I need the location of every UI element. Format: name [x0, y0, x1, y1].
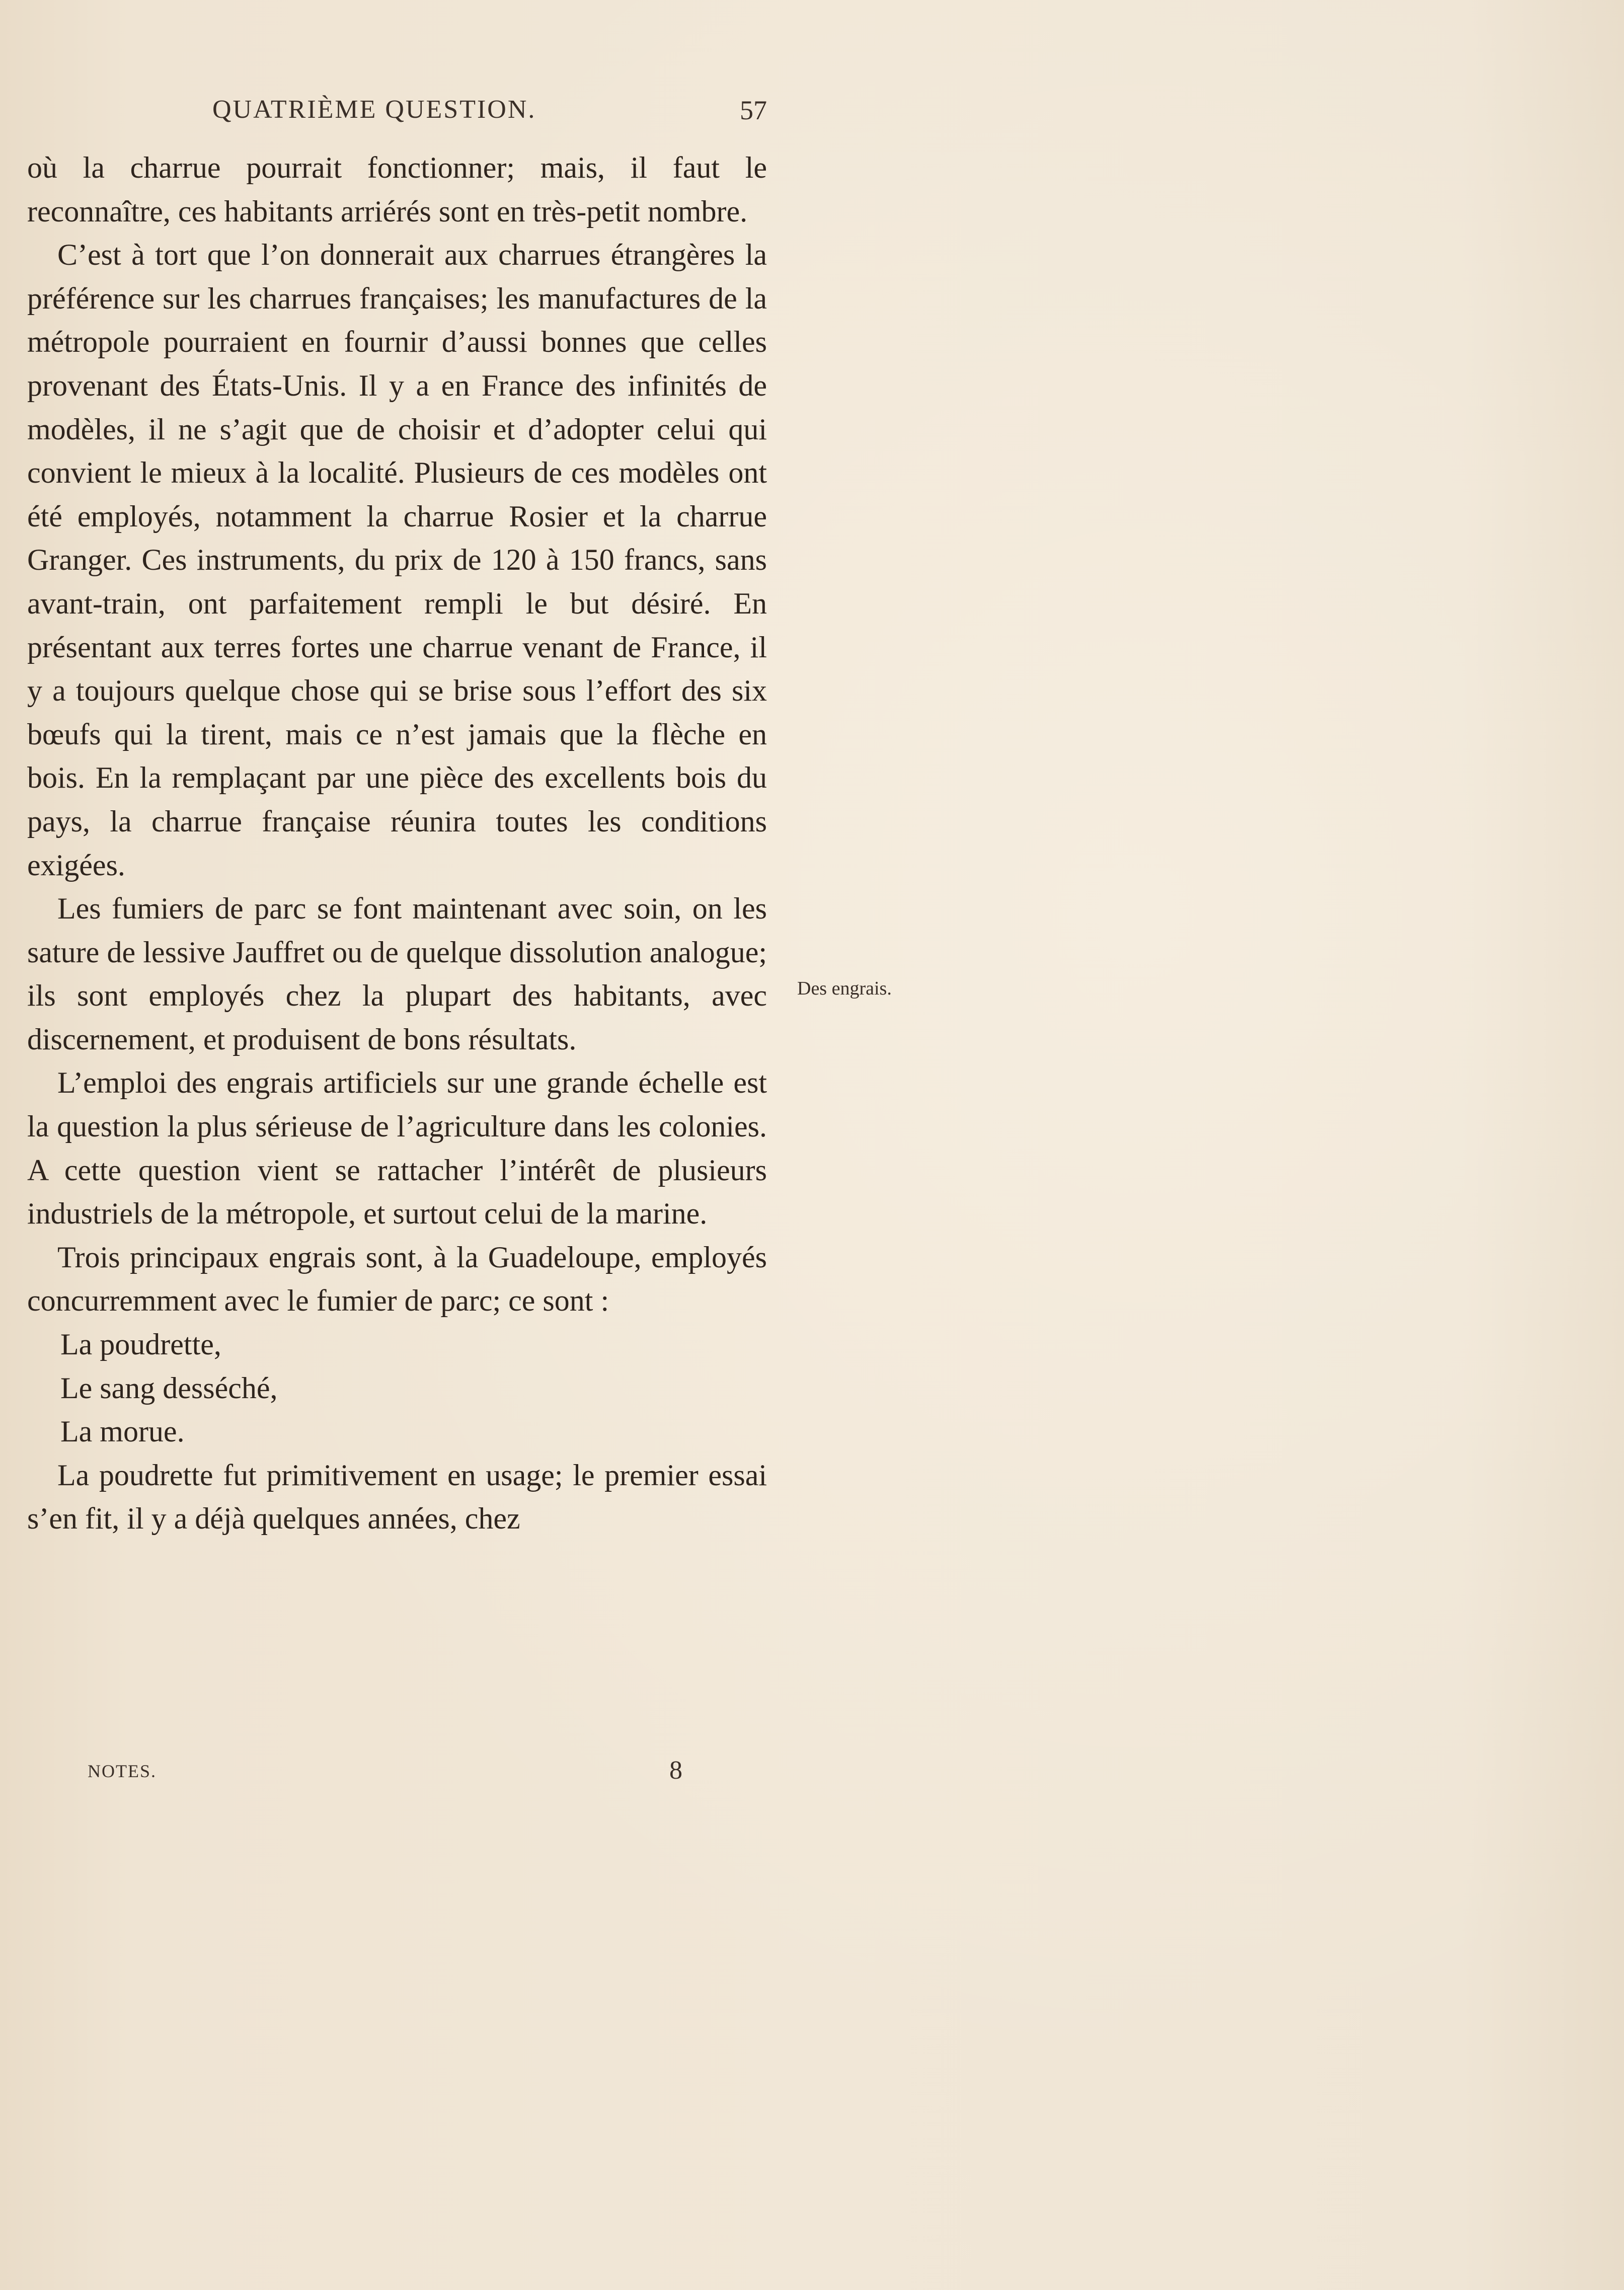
paragraph-poudrette: La poudrette fut primitivement en usage; le premier essai s’en fit, il y a déjà quelques années, chez: [27, 1458, 767, 1536]
list-item-poudrette: La poudrette,: [60, 1328, 221, 1361]
list-item-morue: La morue.: [60, 1415, 185, 1448]
paragraph-trois-engrais: Trois principaux engrais sont, à la Guadeloupe, employés concurremment avec le fumier de parc; ce sont :: [27, 1240, 767, 1318]
paragraph-engrais-artificiels: L’emploi des engrais artificiels sur une grande échelle est la question la plus sérieuse de l’agriculture dans les colonies. A cette question vient se rattacher l’intérêt de plusieurs industriels de la métropole, et surtout celui de la marine.: [27, 1066, 767, 1231]
signature-mark: NOTES.: [88, 1761, 157, 1781]
gathering-number: 8: [669, 1756, 682, 1785]
body-text: [27, 146, 767, 1541]
margin-note: Des engrais.: [797, 978, 892, 999]
list-item-sang: Le sang desséché,: [60, 1371, 278, 1405]
running-head: [27, 95, 767, 130]
page-number: 57: [740, 95, 767, 125]
paragraph-continuation: où la charrue pourrait fonctionner; mais, il faut le reconnaître, ces habitants arriérés sont en très-petit nombre.: [27, 151, 767, 228]
page-footer: [27, 1755, 767, 1786]
running-title: QUATRIÈME QUESTION.: [212, 95, 536, 124]
paragraph-fumiers: Les fumiers de parc se font maintenant avec soin, on les sature de lessive Jauffret ou de quelque dissolution analogue; ils sont employés chez la plupart des habitants, avec discernement, et produisent de bons résultats.: [27, 892, 767, 1056]
paragraph-charrues: C’est à tort que l’on donnerait aux charrues étrangères la préférence sur les charrues françaises; les manufactures de la métropole pourraient en fournir d’aussi bonnes que celles provenant des États-Unis. Il y a en France des infinités de modèles, il ne s’agit que de choisir et d’adopter celui qui convient le mieux à la localité. Plusieurs de ces modèles ont été employés, notamment la charrue Rosier et la charrue Granger. Ces instruments, du prix de 120 à 150 francs, sans avant-train, ont parfaitement rempli le but désiré. En présentant aux terres fortes une charrue venant de France, il y a toujours quelque chose qui se brise sous l’effort des six bœufs qui la tirent, mais ce n’est jamais que la flèche en bois. En la remplaçant par une pièce des excellents bois du pays, la charrue française réunira toutes les conditions exigées.: [27, 238, 767, 882]
